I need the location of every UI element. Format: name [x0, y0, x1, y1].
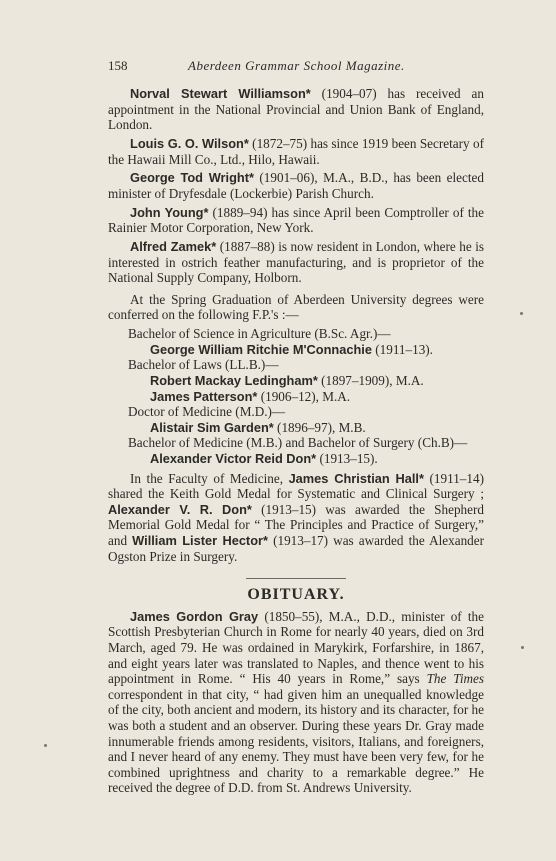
running-head: Aberdeen Grammar School Magazine. — [188, 58, 405, 73]
entry-name: George Tod Wright* — [130, 170, 254, 186]
entry-wright — [108, 170, 484, 201]
graduate-name: Alexander Victor Reid Don* — [150, 451, 317, 466]
degree-mb-chb: Bachelor of Medicine (M.B.) and Bachelor of Surgery (Ch.B)— — [128, 435, 468, 451]
entry-name: John Young* — [130, 204, 209, 220]
faculty-awards — [108, 471, 484, 565]
faculty-text: (1913–15) was awarded the Shepherd Memorial Gold Medal for “ The Principles and Practice of Surgery,” and — [108, 501, 484, 548]
page-number: 158 — [108, 58, 128, 73]
entry-name: Alfred Zamek* — [130, 239, 217, 255]
entry-wilson — [108, 136, 484, 167]
section-divider — [246, 578, 346, 579]
page-body — [108, 86, 484, 799]
entry-text: (1904–07) has received an appointment in the National Provincial and Union Bank of England, London. — [108, 86, 484, 133]
graduate-years: (1897–1909), M.A. — [317, 373, 424, 389]
entry-name: Norval Stewart Williamson* — [130, 86, 311, 101]
obituary-name: James Gordon Gray — [130, 608, 259, 624]
entry-text: (1901–06), M.A., B.D., has been elected minister of Dryfesdale (Lockerbie) Parish Church. — [108, 170, 484, 201]
entry-text: (1887–88) is now resident in London, where he is interested in ostrich feather manufacturing, and is proprietor of the National Supply Company, Holborn. — [108, 239, 484, 286]
newspaper-title: The Times — [426, 671, 484, 687]
entry-zamek — [108, 239, 484, 286]
awardee-name: James Christian Hall* — [288, 470, 424, 486]
faculty-text: (1913–17) was awarded the Alexander Ogston Prize in Surgery. — [108, 532, 485, 564]
degree-bsc-agr: Bachelor of Science in Agriculture (B.Sc. Agr.)— — [128, 326, 391, 342]
entry-text: (1889–94) has since April been Comptroller of the Rainier Motor Corporation, New York. — [108, 204, 484, 236]
entry-williamson — [108, 86, 484, 133]
obituary-text: correspondent in that city, “ had given him an unequalled knowledge of the city, both ancient and modern, its history and its character, for he was both a student and an observer. During these years Dr. Gray made innumerable friends among residents, visitors, Italians, and foreigners, and I never heard of any enemy. They must have been very few, for he combined uprightness and charity to a remarkable degree.” He received the degree of D.D. from St. Andrews University. — [108, 686, 484, 796]
graduate-line — [108, 451, 484, 467]
graduate-years: (1906–12), M.A. — [257, 388, 351, 404]
obituary-heading: OBITUARY. — [247, 586, 345, 604]
graduate-years: (1896–97), M.B. — [273, 419, 366, 435]
graduation-intro: At the Spring Graduation of Aberdeen University degrees were conferred on the following F.P.'s :— — [108, 291, 484, 323]
paper-speck — [44, 744, 47, 747]
graduate-line — [108, 342, 484, 358]
obituary-text: (1850–55), M.A., D.D., minister of the Scottish Presbyterian Church in Rome for nearly 40 years, died on 3rd March, aged 79. He was ordained in Marykirk, Forfarshire, in 1867, and eight years later was translated to Naples, and thence went to his appointment in Rome. “ His 40 years in Rome,” says — [108, 608, 484, 687]
awardee-name: Alexander V. R. Don* — [108, 501, 252, 517]
graduate-years: (1911–13). — [371, 341, 433, 357]
faculty-text: In the Faculty of Medicine, — [130, 470, 289, 486]
graduate-name: James Patterson* — [150, 388, 258, 404]
graduate-years: (1913–15). — [316, 451, 378, 466]
paper-speck — [521, 646, 524, 649]
degree-md: Doctor of Medicine (M.D.)— — [128, 404, 286, 420]
graduate-line — [108, 420, 484, 436]
graduate-name: Robert Mackay Ledingham* — [150, 373, 318, 389]
entry-text: (1872–75) has since 1919 been Secretary of the Hawaii Mill Co., Ltd., Hilo, Hawaii. — [108, 135, 484, 167]
paper-speck — [520, 312, 523, 315]
graduate-name: George William Ritchie M'Connachie — [150, 341, 372, 357]
obituary-gray — [108, 609, 484, 796]
entry-name: Louis G. O. Wilson* — [130, 135, 249, 151]
entry-young — [108, 205, 484, 236]
awardee-name: William Lister Hector* — [132, 532, 268, 548]
page-header — [108, 58, 482, 78]
faculty-text: (1911–14) shared the Keith Gold Medal for Systematic and Clinical Surgery ; — [108, 470, 484, 502]
graduate-name: Alistair Sim Garden* — [150, 419, 274, 435]
degree-llb: Bachelor of Laws (LL.B.)— — [128, 357, 279, 373]
graduate-line — [108, 389, 484, 405]
graduate-line — [108, 373, 484, 389]
